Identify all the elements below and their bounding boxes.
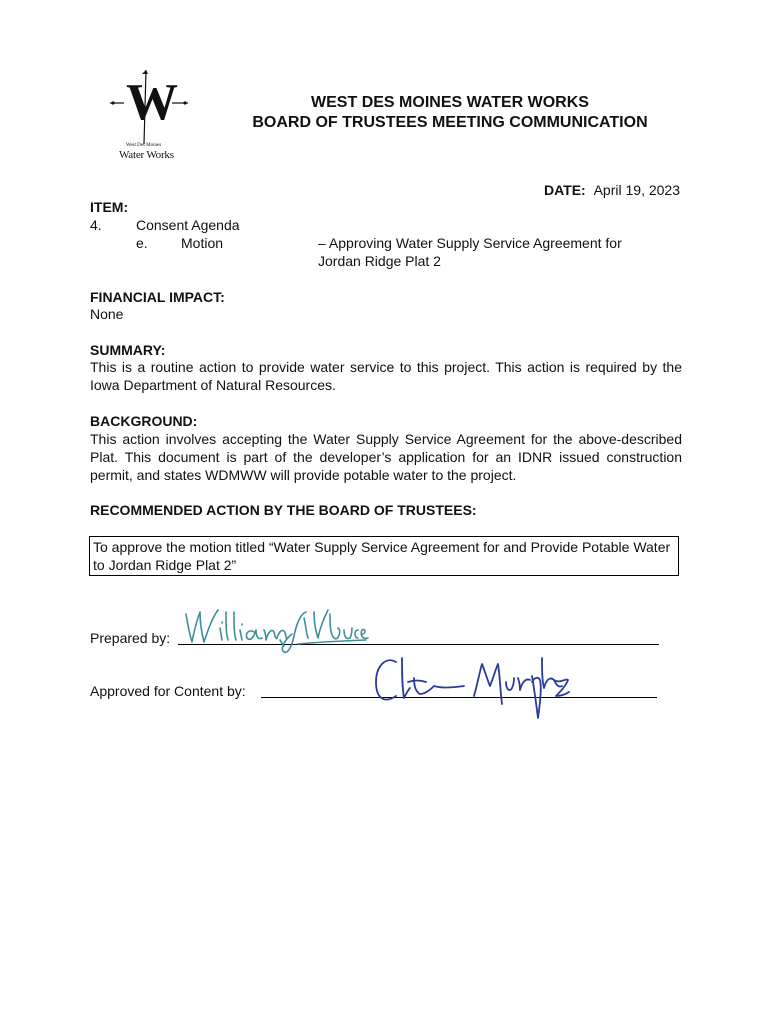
item-description-line2: Jordan Ridge Plat 2 bbox=[318, 253, 441, 269]
item-description-line1: – Approving Water Supply Service Agreement for bbox=[318, 235, 622, 251]
document-title-line2: BOARD OF TRUSTEES MEETING COMMUNICATION bbox=[252, 114, 648, 131]
approved-by-label: Approved for Content by: bbox=[90, 683, 246, 699]
approved-signature-graphic bbox=[370, 652, 570, 722]
summary-label: SUMMARY: bbox=[90, 342, 166, 358]
item-sub-type: Motion bbox=[181, 235, 224, 251]
financial-impact-label: FINANCIAL IMPACT: bbox=[90, 289, 225, 305]
date-value: April 19, 2023 bbox=[593, 182, 680, 198]
meeting-date bbox=[544, 181, 680, 199]
wdmww-logo bbox=[108, 68, 190, 164]
item-label: ITEM: bbox=[90, 199, 129, 215]
recommended-action-label: RECOMMENDED ACTION BY THE BOARD OF TRUSTEES: bbox=[90, 502, 477, 518]
logo-small-text: West Des Moines bbox=[126, 143, 162, 148]
approved-by-signature bbox=[370, 652, 570, 727]
item-title: Consent Agenda bbox=[136, 217, 240, 233]
logo-brand-text: Water Works bbox=[119, 149, 174, 161]
background-text: This action involves accepting the Water Supply Service Agreement for the above-described Plat. This document is part of the developer’s application for an IDNR issued construction permit, and states WDMWW will provide potable water to the project. bbox=[90, 431, 682, 483]
prepared-by-label: Prepared by: bbox=[90, 630, 171, 646]
financial-impact-text: None bbox=[90, 306, 124, 322]
prepared-signature-graphic bbox=[180, 606, 370, 656]
logo-letter: W bbox=[126, 74, 178, 131]
date-label: DATE: bbox=[543, 182, 586, 198]
summary-text: This is a routine action to provide water service to this project. This action is required by the Iowa Department of Natural Resources. bbox=[90, 359, 682, 393]
prepared-by-signature bbox=[180, 606, 370, 661]
background-label: BACKGROUND: bbox=[90, 413, 198, 429]
recommended-action-text: To approve the motion titled “Water Supply Service Agreement for and Provide Potable Water to Jordan Ridge Plat 2” bbox=[93, 539, 671, 573]
item-sub-letter: e. bbox=[136, 235, 148, 251]
item-number: 4. bbox=[90, 217, 102, 233]
document-title-line1: WEST DES MOINES WATER WORKS bbox=[311, 94, 589, 111]
